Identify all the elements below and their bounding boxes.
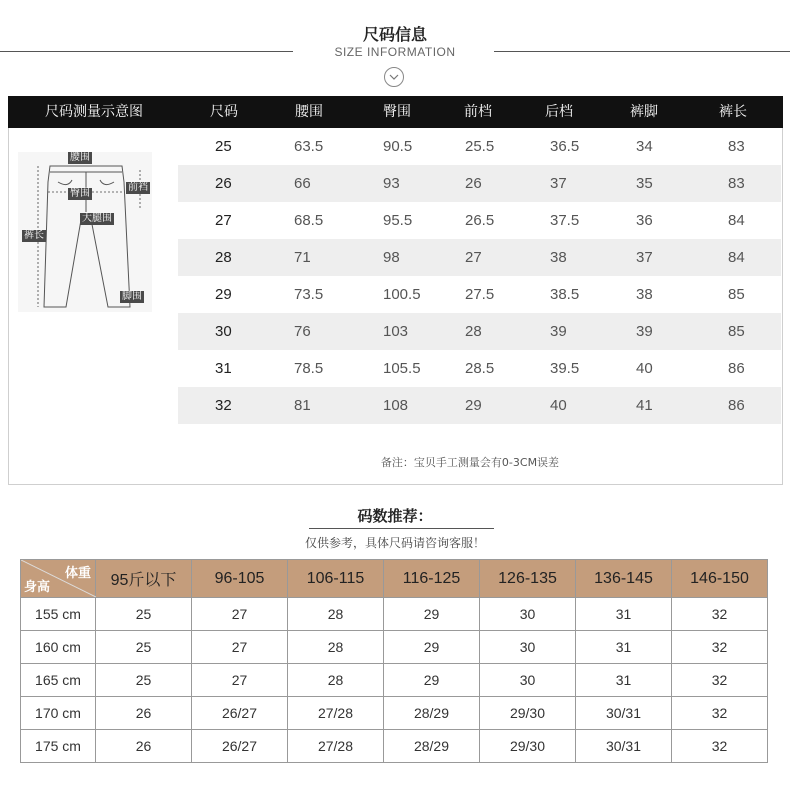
height-label: 155 cm xyxy=(21,598,96,631)
chevron-down-icon xyxy=(384,67,404,87)
size-value: 32 xyxy=(215,397,232,414)
measurement-value: 27.5 xyxy=(465,286,495,303)
recommended-size: 30/31 xyxy=(576,730,672,763)
recommended-size: 28 xyxy=(288,598,384,631)
weight-range-header: 96-105 xyxy=(192,560,288,598)
measurement-value: 108 xyxy=(383,397,409,414)
weight-range-header: 126-135 xyxy=(480,560,576,598)
measurement-value: 28 xyxy=(465,323,482,340)
measurement-value: 36 xyxy=(636,212,653,229)
size-column-header: 前档 xyxy=(464,104,492,120)
table-row xyxy=(21,598,768,631)
recommended-size: 29 xyxy=(384,631,480,664)
thigh-label: 大腿围 xyxy=(82,213,112,224)
recommended-size: 29/30 xyxy=(480,730,576,763)
recommended-size: 30 xyxy=(480,598,576,631)
recommendation-table xyxy=(20,559,768,763)
recommendation-title: 码数推荐： xyxy=(357,507,433,525)
measurement-value: 36.5 xyxy=(550,138,580,155)
hem-label: 脚围 xyxy=(122,291,142,302)
recommended-size: 31 xyxy=(576,598,672,631)
measurement-value: 40 xyxy=(550,397,567,414)
recommended-size: 25 xyxy=(96,598,192,631)
recommended-size: 30 xyxy=(480,664,576,697)
size-value: 25 xyxy=(215,138,232,155)
recommended-size: 31 xyxy=(576,664,672,697)
recommendation-subtitle: 仅供参考，具体尺码请咨询客服！ xyxy=(304,536,485,550)
recommended-size: 27/28 xyxy=(288,730,384,763)
measurement-value: 63.5 xyxy=(294,138,324,155)
recommended-size: 27 xyxy=(192,664,288,697)
measurement-value: 78.5 xyxy=(294,360,324,377)
measurement-value: 38.5 xyxy=(550,286,580,303)
measurement-value: 40 xyxy=(636,360,653,377)
corner-height-label: 身高 xyxy=(24,579,51,594)
measurement-value: 85 xyxy=(728,286,745,303)
size-value: 28 xyxy=(215,249,232,266)
recommendation-underline xyxy=(309,528,494,529)
recommended-size: 31 xyxy=(576,631,672,664)
recommended-size: 32 xyxy=(672,664,768,697)
length-label: 裤长 xyxy=(24,230,44,241)
recommended-size: 32 xyxy=(672,598,768,631)
measurement-value: 26 xyxy=(465,175,482,192)
measurement-value: 28.5 xyxy=(465,360,495,377)
table-corner xyxy=(21,560,96,598)
measurement-note: 备注：宝贝手工测量会有0-3CM误差 xyxy=(380,456,560,469)
recommended-size: 26 xyxy=(96,730,192,763)
height-label: 165 cm xyxy=(21,664,96,697)
measurement-value: 39 xyxy=(636,323,653,340)
table-row xyxy=(21,697,768,730)
measurement-value: 73.5 xyxy=(294,286,324,303)
weight-range-header: 116-125 xyxy=(384,560,480,598)
section-title: 尺码信息 xyxy=(362,25,427,44)
height-label: 175 cm xyxy=(21,730,96,763)
recommended-size: 25 xyxy=(96,664,192,697)
table-row xyxy=(21,730,768,763)
height-label: 160 cm xyxy=(21,631,96,664)
weight-range-header: 136-145 xyxy=(576,560,672,598)
measurement-value: 26.5 xyxy=(465,212,495,229)
size-value: 29 xyxy=(215,286,232,303)
recommended-size: 27 xyxy=(192,631,288,664)
front-rise-label: 前裆 xyxy=(128,182,148,193)
size-column-header: 裤长 xyxy=(719,104,747,120)
measurement-value: 95.5 xyxy=(383,212,413,229)
recommended-size: 28 xyxy=(288,631,384,664)
measurement-value: 90.5 xyxy=(383,138,413,155)
measurement-value: 76 xyxy=(294,323,311,340)
recommended-size: 32 xyxy=(672,631,768,664)
corner-weight-label: 体重 xyxy=(64,565,91,580)
measurement-value: 86 xyxy=(728,360,745,377)
hip-label: 臀围 xyxy=(70,188,90,199)
measurement-value: 68.5 xyxy=(294,212,324,229)
recommendation-header-row xyxy=(21,560,768,598)
measurement-value: 37 xyxy=(550,175,567,192)
recommended-size: 26/27 xyxy=(192,697,288,730)
size-value: 31 xyxy=(215,360,232,377)
recommended-size: 30/31 xyxy=(576,697,672,730)
measurement-value: 41 xyxy=(636,397,653,414)
measurement-value: 85 xyxy=(728,323,745,340)
section-subtitle: SIZE INFORMATION xyxy=(334,45,456,59)
measurement-value: 25.5 xyxy=(465,138,495,155)
size-column-header: 尺码 xyxy=(210,104,238,120)
measurement-value: 105.5 xyxy=(383,360,421,377)
measurement-value: 38 xyxy=(550,249,567,266)
weight-range-header: 146-150 xyxy=(672,560,768,598)
recommended-size: 27 xyxy=(192,598,288,631)
measurement-value: 35 xyxy=(636,175,653,192)
measurement-value: 98 xyxy=(383,249,400,266)
measurement-value: 37 xyxy=(636,249,653,266)
measurement-value: 66 xyxy=(294,175,311,192)
weight-range-header: 95斤以下 xyxy=(96,560,192,598)
table-row xyxy=(21,664,768,697)
size-column-header: 腰围 xyxy=(295,104,323,120)
measurement-value: 83 xyxy=(728,175,745,192)
height-label: 170 cm xyxy=(21,697,96,730)
recommended-size: 29 xyxy=(384,664,480,697)
measurement-value: 84 xyxy=(728,249,745,266)
measurement-value: 93 xyxy=(383,175,400,192)
size-value: 26 xyxy=(215,175,232,192)
measurement-value: 38 xyxy=(636,286,653,303)
measurement-value: 71 xyxy=(294,249,311,266)
size-column-header: 后档 xyxy=(545,104,573,120)
table-row xyxy=(21,631,768,664)
measurement-value: 27 xyxy=(465,249,482,266)
measurement-value: 39 xyxy=(550,323,567,340)
measurement-value: 103 xyxy=(383,323,409,340)
recommended-size: 32 xyxy=(672,697,768,730)
size-value: 27 xyxy=(215,212,232,229)
recommended-size: 25 xyxy=(96,631,192,664)
weight-range-header: 106-115 xyxy=(288,560,384,598)
recommended-size: 26 xyxy=(96,697,192,730)
measurement-value: 84 xyxy=(728,212,745,229)
size-column-header: 裤脚 xyxy=(630,104,658,120)
measurement-value: 100.5 xyxy=(383,286,421,303)
measurement-value: 34 xyxy=(636,138,653,155)
measurement-value: 83 xyxy=(728,138,745,155)
measurement-value: 29 xyxy=(465,397,482,414)
measurement-value: 37.5 xyxy=(550,212,580,229)
recommended-size: 30 xyxy=(480,631,576,664)
recommended-size: 28/29 xyxy=(384,730,480,763)
measurement-value: 86 xyxy=(728,397,745,414)
recommended-size: 32 xyxy=(672,730,768,763)
size-column-header: 尺码测量示意图 xyxy=(45,104,143,120)
recommended-size: 27/28 xyxy=(288,697,384,730)
recommended-size: 29 xyxy=(384,598,480,631)
size-value: 30 xyxy=(215,323,232,340)
size-column-header: 臀围 xyxy=(383,104,411,120)
measurement-value: 81 xyxy=(294,397,311,414)
pants-measurement-diagram xyxy=(18,152,152,312)
waist-label: 腰围 xyxy=(70,152,90,163)
recommended-size: 28/29 xyxy=(384,697,480,730)
measurement-value: 39.5 xyxy=(550,360,580,377)
recommended-size: 29/30 xyxy=(480,697,576,730)
recommended-size: 26/27 xyxy=(192,730,288,763)
recommended-size: 28 xyxy=(288,664,384,697)
